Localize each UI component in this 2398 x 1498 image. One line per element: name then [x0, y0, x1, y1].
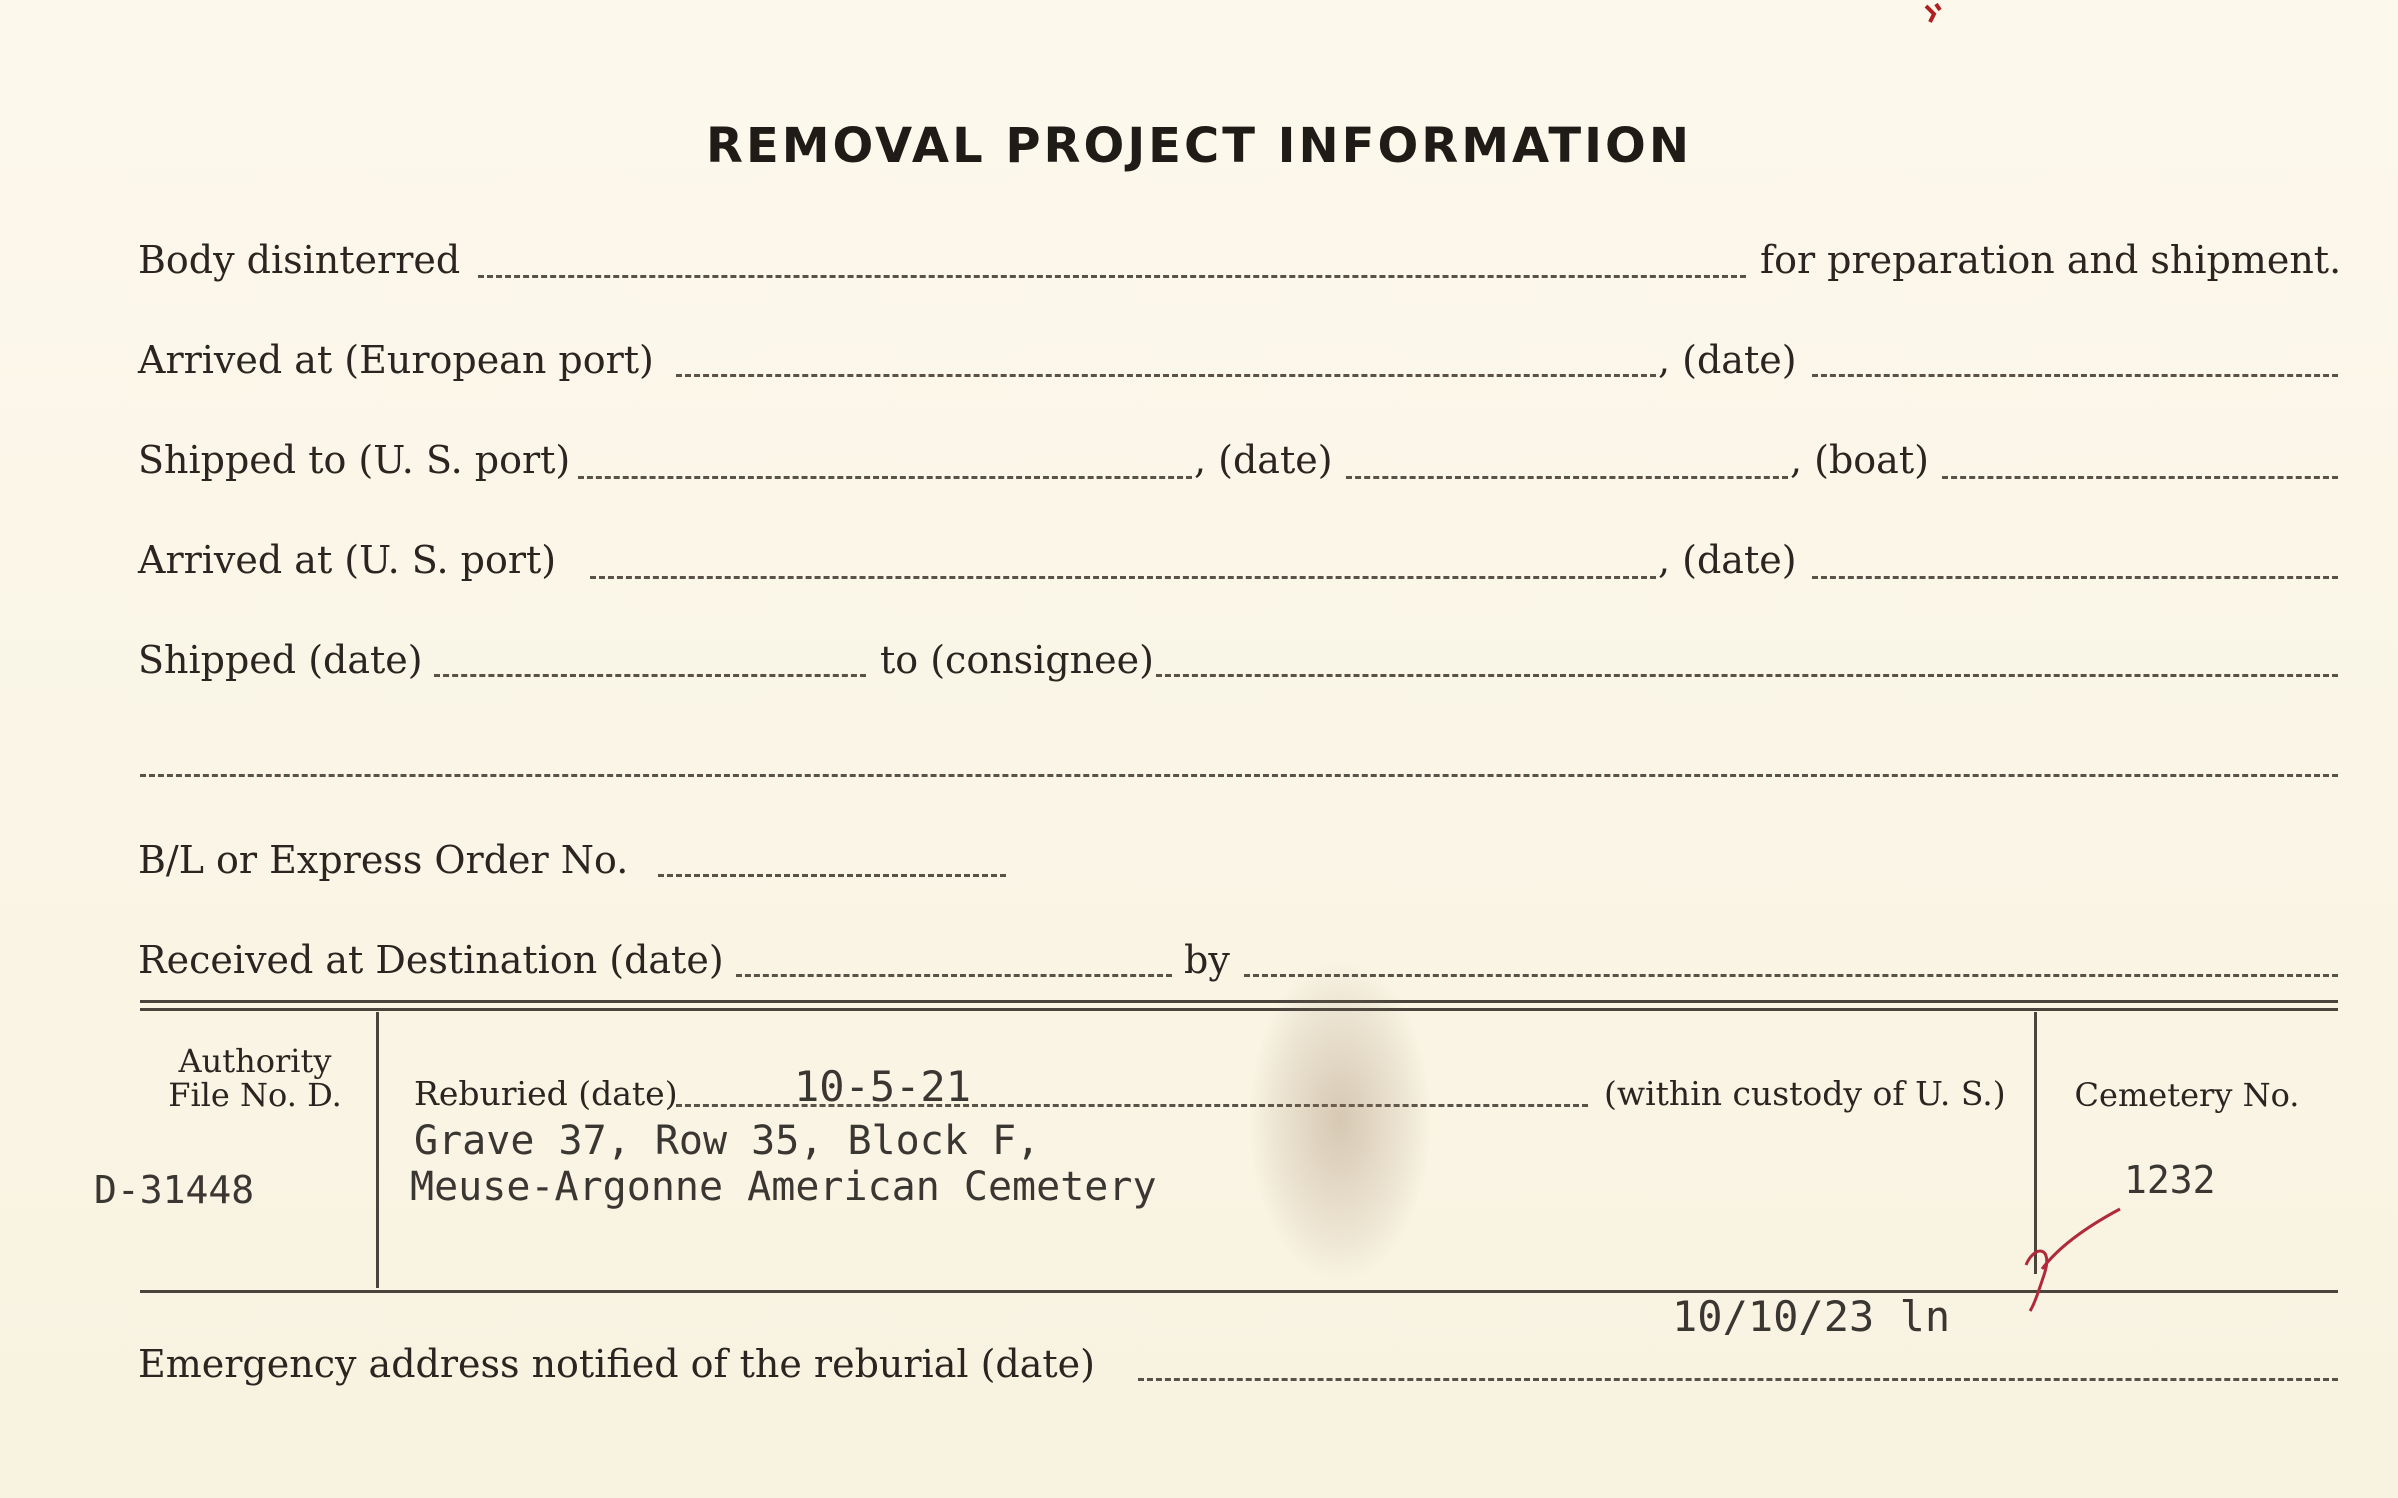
consignee-continuation-line: [140, 774, 2338, 777]
received-by-line: [1244, 974, 2338, 977]
consignee-label: to (consignee): [880, 638, 1154, 682]
consignee-line: [1156, 674, 2338, 677]
shipped-us-port-label: Shipped to (U. S. port): [138, 438, 571, 482]
grave-location-line2: Meuse-Argonne American Cemetery: [410, 1164, 1157, 1210]
received-by-label: by: [1184, 938, 1230, 982]
shipped-date-line: [1346, 476, 1788, 479]
received-destination-label: Received at Destination (date): [138, 938, 724, 982]
arrived-us-port-label: Arrived at (U. S. port): [138, 538, 557, 582]
european-date-label: , (date): [1658, 338, 1797, 382]
red-ink-mark: [1918, 0, 1948, 30]
cemetery-number-value: 1232: [2124, 1158, 2216, 1202]
file-number-value: D-31448: [94, 1168, 255, 1212]
us-port-line: [578, 476, 1192, 479]
preparation-shipment-label: for preparation and shipment.: [1760, 238, 2342, 282]
box-top-rule-inner: [140, 1008, 2338, 1011]
authority-label: Authority: [178, 1042, 332, 1080]
body-disinterred-label: Body disinterred: [138, 238, 461, 282]
arrived-us-date-line: [1812, 576, 2338, 579]
european-port-line: [676, 374, 1656, 377]
file-no-label: File No. D.: [168, 1076, 342, 1114]
page-title: REMOVAL PROJECT INFORMATION: [706, 118, 1692, 174]
grave-location-line1: Grave 37, Row 35, Block F,: [414, 1118, 1041, 1164]
box-divider-left: [376, 1012, 379, 1288]
body-disinterred-line: [478, 275, 1746, 278]
custody-label: (within custody of U. S.): [1604, 1074, 2006, 1113]
boat-line: [1942, 476, 2338, 479]
shipped-date-row-line: [434, 674, 866, 677]
emergency-date-value: 10/10/23 ln: [1672, 1292, 1951, 1341]
cemetery-no-label: Cemetery No.: [2074, 1076, 2300, 1114]
shipped-date-label: , (date): [1194, 438, 1333, 482]
arrived-us-port-line: [590, 576, 1656, 579]
reburied-date-label: Reburied (date): [414, 1074, 678, 1113]
arrived-us-date-label: , (date): [1658, 538, 1797, 582]
arrived-european-port-label: Arrived at (European port): [138, 338, 654, 382]
received-date-line: [736, 974, 1172, 977]
emergency-date-line: [1138, 1378, 2338, 1381]
emergency-address-label: Emergency address notified of the reburial (date): [138, 1342, 1095, 1386]
stain: [1250, 960, 1430, 1280]
boat-label: , (boat): [1790, 438, 1929, 482]
reburied-date-value: 10-5-21: [794, 1062, 972, 1111]
shipped-date-row-label: Shipped (date): [138, 638, 423, 682]
european-date-line: [1812, 374, 2338, 377]
bl-express-order-line: [658, 874, 1006, 877]
box-top-rule: [140, 1000, 2338, 1003]
box-bottom-rule: [140, 1290, 2338, 1293]
bl-express-order-label: B/L or Express Order No.: [138, 838, 629, 882]
red-check-icon: [2020, 1205, 2140, 1315]
